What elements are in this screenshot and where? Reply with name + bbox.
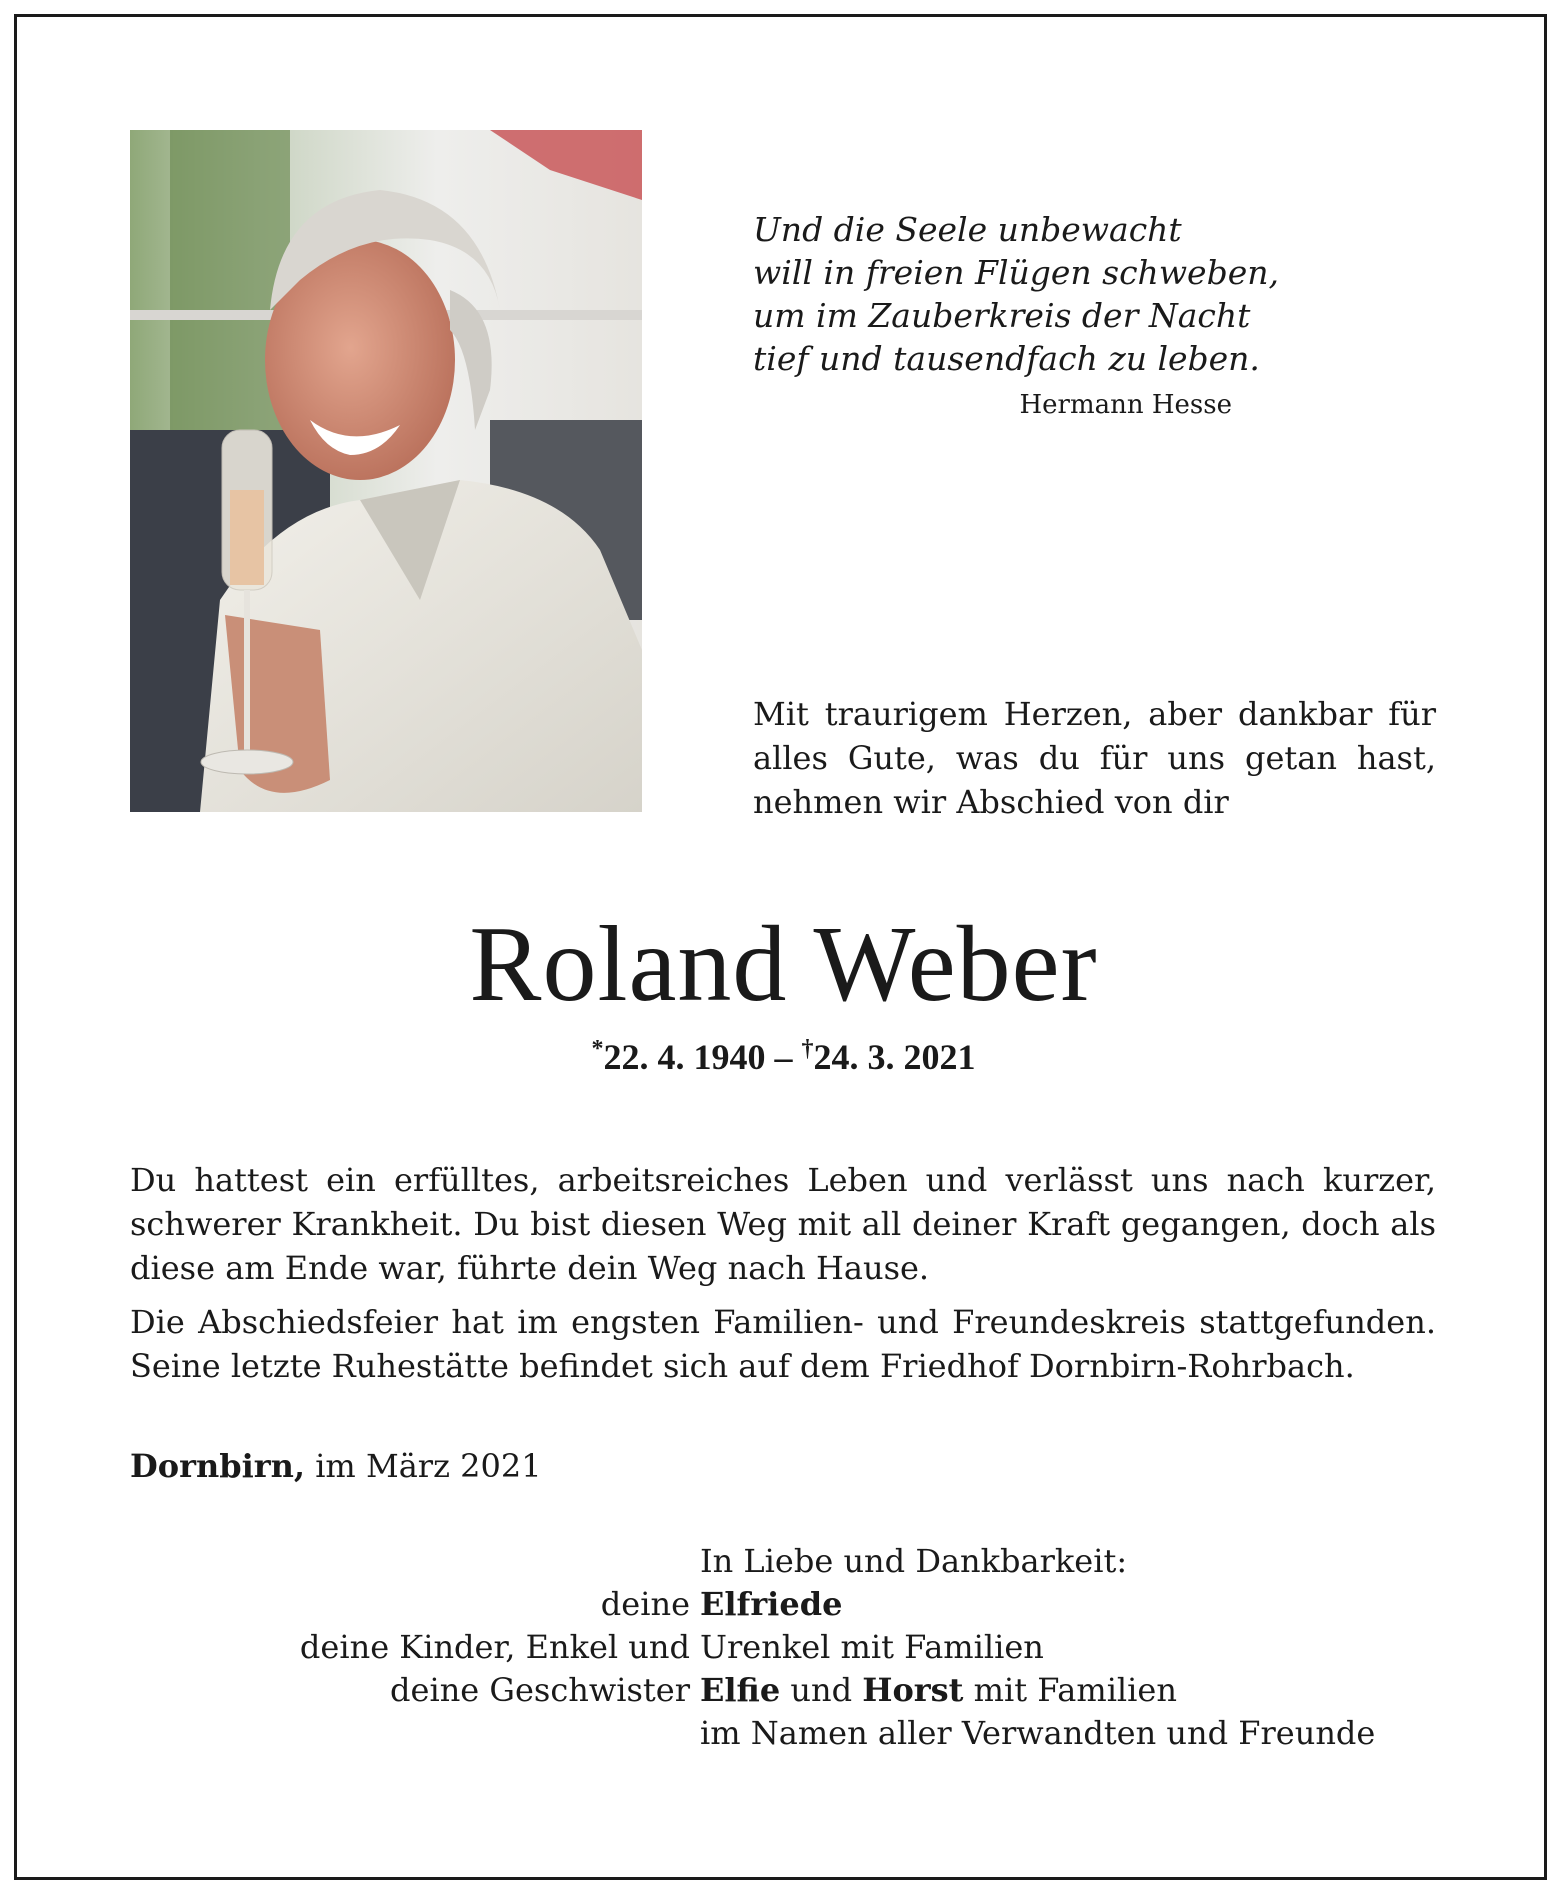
signature-row: [130, 1583, 1436, 1626]
signature-row: [130, 1669, 1436, 1712]
deceased-name: Roland Weber: [469, 905, 1098, 1024]
date-separator: –: [765, 1037, 802, 1077]
signature-names: [700, 1669, 1436, 1712]
birth-date: 22. 4. 1940: [603, 1037, 766, 1077]
signature-block: [130, 1540, 1436, 1755]
signature-relation: deine Kinder, Enkel und: [299, 1628, 690, 1666]
portrait-photo: [130, 130, 642, 812]
death-date: 24. 3. 2021: [813, 1037, 976, 1077]
place-date: [130, 1447, 542, 1485]
poem-line: Und die Seele unbewacht: [753, 210, 1182, 249]
signature-conjunction: und: [780, 1671, 863, 1709]
death-symbol: †: [801, 1036, 814, 1062]
signature-heading-row: [130, 1540, 1436, 1583]
signature-row: [130, 1712, 1436, 1755]
signature-name: Horst: [862, 1671, 964, 1709]
signature-name: Elfie: [700, 1671, 781, 1709]
signature-suffix: mit Familien: [963, 1671, 1177, 1709]
poem: [753, 208, 1279, 380]
poem-line: will in freien Flügen schweben,: [753, 253, 1279, 292]
signature-closing: im Namen aller Verwandten und Freunde: [700, 1714, 1376, 1752]
body-paragraph-1: Du hattest ein erfülltes, arbeitsreiches Leben und verlässt uns nach kurzer, schwerer Krankheit. Du bist diesen Weg mit all deiner Kraft gegangen, doch als diese am Ende war, führte dein Weg nach Hause.: [130, 1161, 1436, 1287]
body-paragraph-2: Die Abschiedsfeier hat im engsten Familien- und Freundeskreis stattgefunden. Seine letzte Ruhestätte befindet sich auf dem Friedhof Dornbirn-Rohrbach.: [130, 1303, 1436, 1385]
poem-line: um im Zauberkreis der Nacht: [753, 296, 1251, 335]
life-dates: [0, 1036, 1567, 1078]
signature-name: Elfriede: [700, 1585, 843, 1623]
poem-author: Hermann Hesse: [1019, 390, 1232, 420]
signature-row: [130, 1626, 1436, 1669]
poem-line: tief und tausendfach zu leben.: [753, 339, 1260, 378]
signature-relation: deine Geschwister: [390, 1671, 690, 1709]
signature-heading: In Liebe und Dankbarkeit:: [700, 1542, 1128, 1580]
place-city: Dornbirn,: [130, 1447, 306, 1485]
place-month: im März 2021: [305, 1447, 542, 1485]
signature-relation: deine: [600, 1585, 690, 1623]
birth-symbol: *: [591, 1036, 604, 1062]
signature-names: Urenkel mit Familien: [700, 1628, 1044, 1666]
intro-text: Mit traurigem Herzen, aber dankbar für alles Gute, was du für uns getan hast, nehmen wir Abschied von dir: [753, 695, 1436, 821]
body-text: [130, 1158, 1436, 1398]
